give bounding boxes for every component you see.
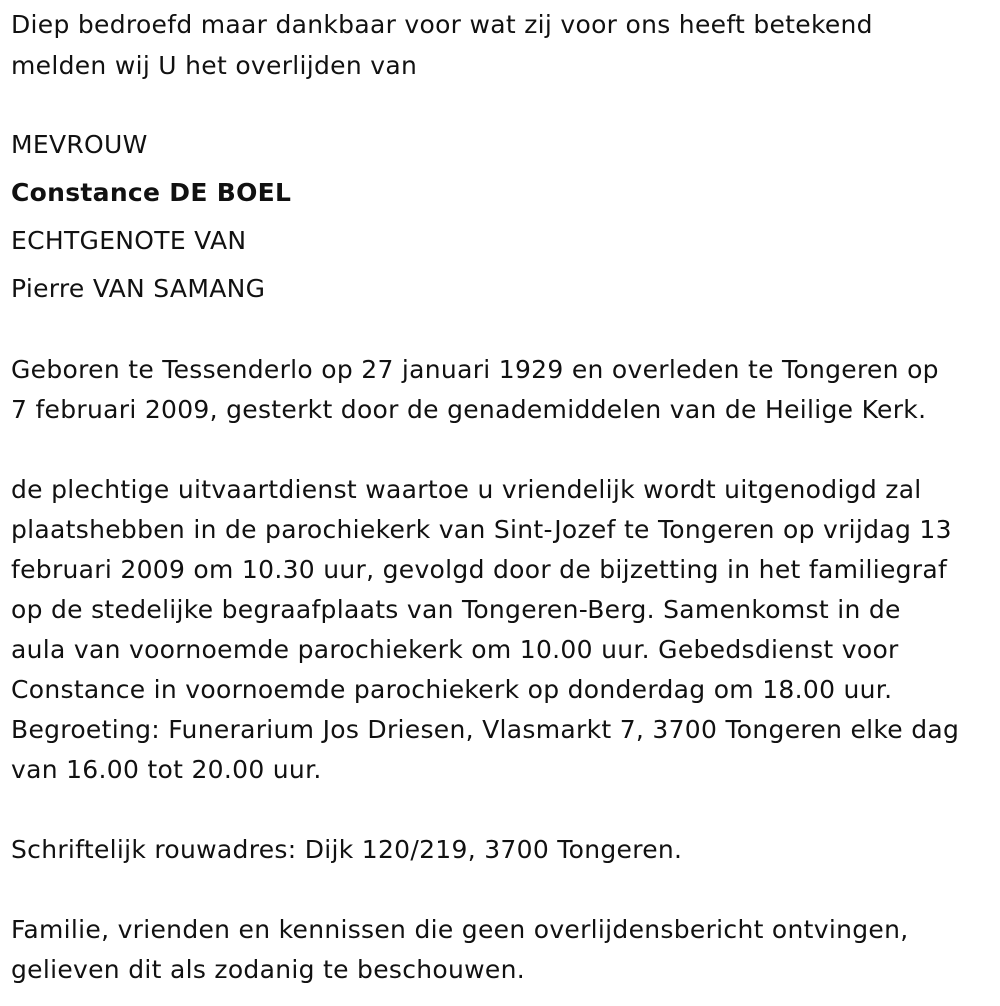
ceremony-line-1: de plechtige uitvaartdienst waartoe u vriendelijk wordt uitgenodigd zal: [11, 475, 922, 504]
birth-death-line-2: 7 februari 2009, gesterkt door de genademiddelen van de Heilige Kerk.: [11, 395, 927, 424]
ceremony-line-8: van 16.00 tot 20.00 uur.: [11, 755, 322, 784]
birth-death-line-1: Geboren te Tessenderlo op 27 januari 1929 en overleden te Tongeren op: [11, 355, 939, 384]
intro-line-1: Diep bedroefd maar dankbaar voor wat zij voor ons heeft betekend: [11, 10, 873, 39]
ceremony-line-5: aula van voornoemde parochiekerk om 10.00 uur. Gebedsdienst voor: [11, 635, 899, 664]
closing-line-2: gelieven dit als zodanig te beschouwen.: [11, 955, 525, 984]
ceremony-line-3: februari 2009 om 10.30 uur, gevolgd door de bijzetting in het familiegraf: [11, 555, 948, 584]
intro-line-2: melden wij U het overlijden van: [11, 51, 418, 80]
spouse-name: Pierre VAN SAMANG: [11, 274, 266, 303]
deceased-name: Constance DE BOEL: [11, 178, 292, 207]
ceremony-line-6: Constance in voornoemde parochiekerk op donderdag om 18.00 uur.: [11, 675, 893, 704]
deceased-title: MEVROUW: [11, 130, 148, 159]
relation-label: ECHTGENOTE VAN: [11, 226, 247, 255]
ceremony-line-2: plaatshebben in de parochiekerk van Sint-Jozef te Tongeren op vrijdag 13: [11, 515, 952, 544]
condolence-address: Schriftelijk rouwadres: Dijk 120/219, 3700 Tongeren.: [11, 835, 683, 864]
closing-line-1: Familie, vrienden en kennissen die geen overlijdensbericht ontvingen,: [11, 915, 909, 944]
ceremony-line-7: Begroeting: Funerarium Jos Driesen, Vlasmarkt 7, 3700 Tongeren elke dag: [11, 715, 960, 744]
ceremony-line-4: op de stedelijke begraafplaats van Tongeren-Berg. Samenkomst in de: [11, 595, 901, 624]
